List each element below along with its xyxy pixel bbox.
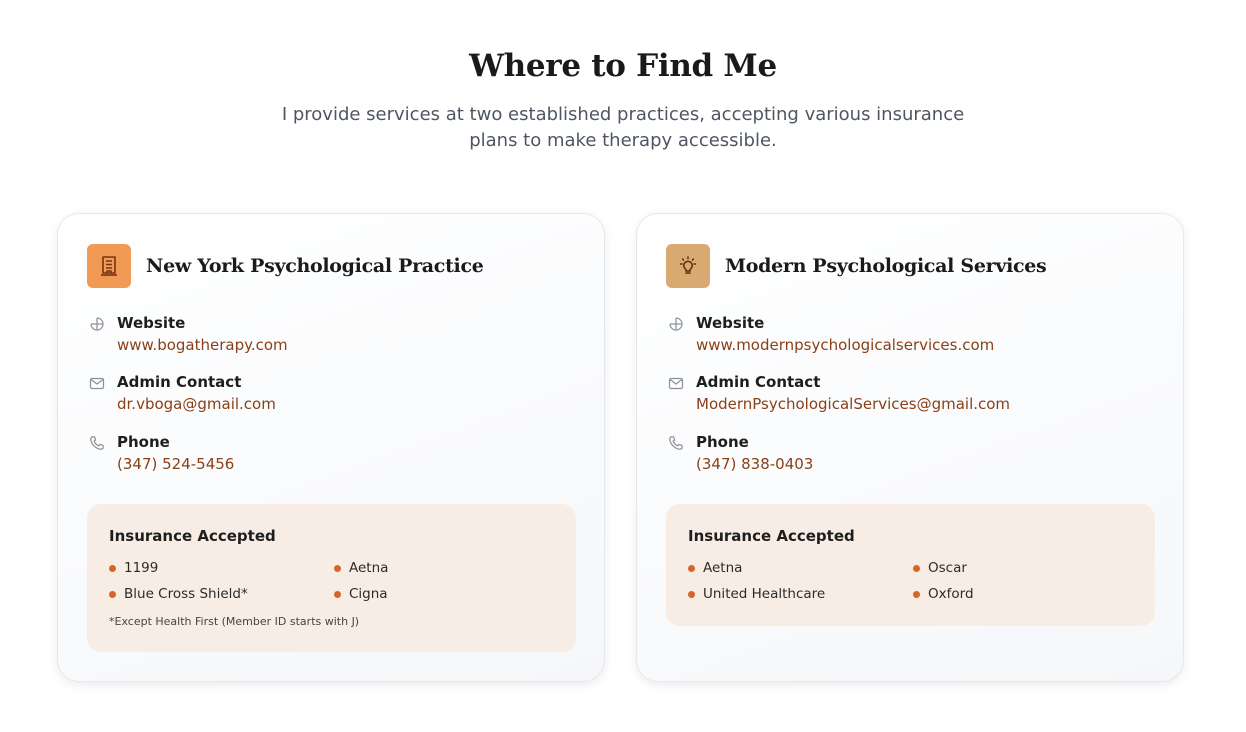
practice-card-modern: [636, 213, 1184, 682]
insurance-item: [688, 586, 825, 602]
subtitle-line-2: plans to make therapy accessible.: [469, 130, 777, 151]
insurance-panel: [666, 504, 1155, 626]
insurance-note: *Except Health First (Member ID starts with J): [109, 615, 360, 628]
practice-header: [666, 244, 1046, 288]
insurance-name: Aetna: [703, 560, 743, 576]
insurance-name: Oxford: [928, 586, 974, 602]
insurance-panel: [87, 504, 576, 652]
page-title: Where to Find Me: [469, 48, 777, 84]
website-link[interactable]: www.bogatherapy.com: [117, 336, 288, 354]
building-icon: [87, 244, 131, 288]
insurance-item: [913, 586, 974, 602]
practice-header: [87, 244, 484, 288]
insurance-item: [334, 586, 388, 602]
insurance-name: 1199: [124, 560, 159, 576]
website-label: Website: [117, 314, 186, 332]
phone-label: Phone: [117, 433, 170, 451]
insurance-item: [688, 560, 742, 576]
page-subtitle: [0, 102, 1246, 154]
bullet-icon: [688, 591, 695, 598]
insurance-item: [109, 560, 158, 576]
mail-icon: [89, 375, 105, 391]
insurance-title: Insurance Accepted: [109, 527, 276, 545]
insurance-item: [334, 560, 388, 576]
bullet-icon: [109, 565, 116, 572]
insurance-name: Aetna: [349, 560, 389, 576]
website-label: Website: [696, 314, 765, 332]
insurance-item: [109, 586, 248, 602]
practice-name: New York Psychological Practice: [146, 255, 484, 277]
mail-icon: [668, 375, 684, 391]
globe-icon: [89, 316, 105, 332]
phone-link[interactable]: (347) 838-0403: [696, 455, 814, 473]
lightbulb-icon: [666, 244, 710, 288]
website-link[interactable]: www.modernpsychologicalservices.com: [696, 336, 995, 354]
bullet-icon: [913, 565, 920, 572]
bullet-icon: [913, 591, 920, 598]
phone-label: Phone: [696, 433, 749, 451]
bullet-icon: [688, 565, 695, 572]
contact-label: Admin Contact: [696, 373, 821, 391]
subtitle-line-1: I provide services at two established practices, accepting various insurance: [281, 104, 965, 125]
bullet-icon: [334, 591, 341, 598]
email-link[interactable]: ModernPsychologicalServices@gmail.com: [696, 395, 1011, 413]
insurance-name: United Healthcare: [703, 586, 826, 602]
insurance-name: Cigna: [349, 586, 388, 602]
contact-label: Admin Contact: [117, 373, 242, 391]
phone-link[interactable]: (347) 524-5456: [117, 455, 235, 473]
insurance-name: Oscar: [928, 560, 967, 576]
phone-icon: [89, 435, 105, 451]
insurance-item: [913, 560, 967, 576]
email-link[interactable]: dr.vboga@gmail.com: [117, 395, 276, 413]
globe-icon: [668, 316, 684, 332]
phone-icon: [668, 435, 684, 451]
bullet-icon: [334, 565, 341, 572]
practice-card-new-york: [57, 213, 605, 682]
insurance-title: Insurance Accepted: [688, 527, 855, 545]
insurance-name: Blue Cross Shield*: [124, 586, 248, 602]
bullet-icon: [109, 591, 116, 598]
practice-name: Modern Psychological Services: [725, 255, 1047, 277]
